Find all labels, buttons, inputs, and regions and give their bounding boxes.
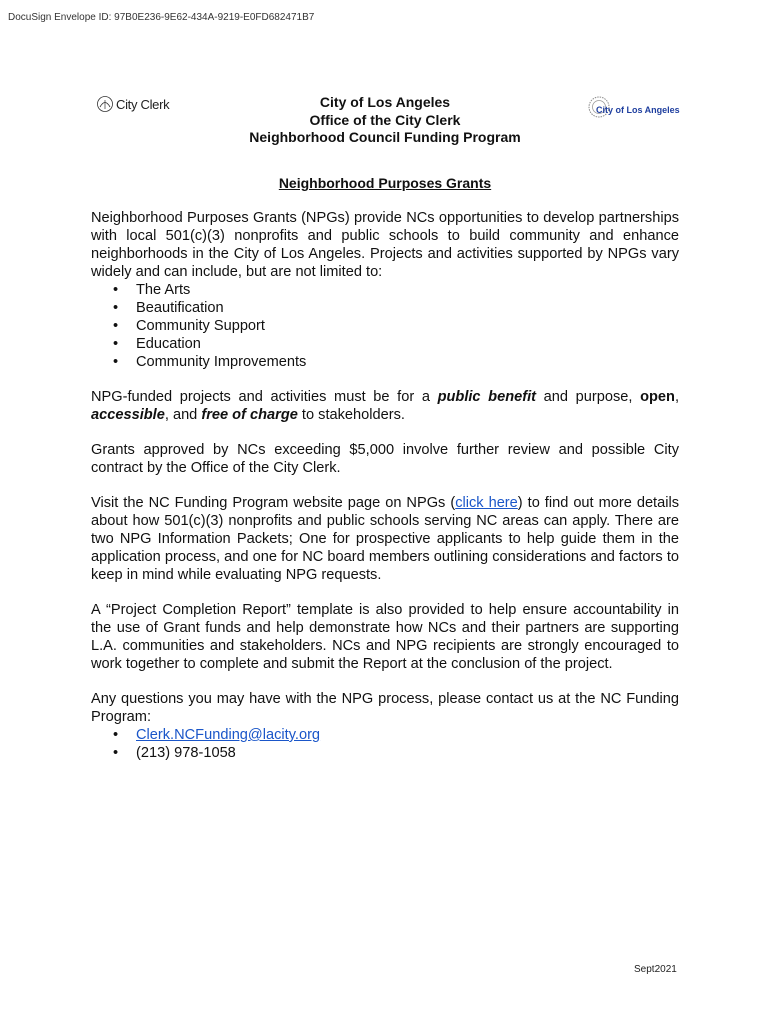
list-item: • Education xyxy=(91,335,679,353)
public-benefit-emphasis: public benefit xyxy=(437,389,537,405)
list-item: • Community Improvements xyxy=(91,353,679,371)
contact-phone-item: • (213) 978-1058 xyxy=(91,744,679,762)
docusign-envelope-id: DocuSign Envelope ID: 97B0E236-9E62-434A-9219-E0FD682471B7 xyxy=(8,12,315,23)
email-link[interactable]: Clerk.NCFunding@lacity.org xyxy=(136,727,321,743)
grants-review-paragraph: Grants approved by NCs exceeding $5,000 involve further review and possible City contract by the Office of the City Clerk. xyxy=(91,442,679,476)
header-office: Office of the City Clerk xyxy=(309,111,461,128)
contact-list xyxy=(91,726,679,762)
document-body xyxy=(91,209,679,762)
report-paragraph: A “Project Completion Report” template is also provided to help ensure accountability in the use of Grant funds and help demonstrate how NCs and their partners are supporting L.A. communities and stakeholders. NCs and NPG recipients are strongly encouraged to work together to complete and submit the Report at the conclusion of the project. xyxy=(91,602,679,672)
category-list xyxy=(91,281,679,371)
list-item: • Community Support xyxy=(91,317,679,335)
click-here-link[interactable]: click here xyxy=(455,495,518,511)
footer-date: Sept2021 xyxy=(634,964,677,975)
questions-paragraph: Any questions you may have with the NPG process, please contact us at the NC Funding Program: xyxy=(91,691,679,725)
contact-email-item xyxy=(91,726,679,744)
accessible-emphasis: accessible xyxy=(91,407,165,423)
list-item: • The Arts xyxy=(91,281,679,299)
intro-paragraph: Neighborhood Purposes Grants (NPGs) provide NCs opportunities to develop partnerships with local 501(c)(3) nonprofits and public schools to build community and enhance neighborhoods in the City of Los Angeles. Projects and activities supported by NPGs vary widely and can include, but are not limited to: xyxy=(91,210,679,280)
section-title: Neighborhood Purposes Grants xyxy=(278,175,492,191)
city-clerk-logo-text: City Clerk xyxy=(116,96,170,112)
open-emphasis: open xyxy=(640,389,675,405)
city-of-los-angeles-logo-text: City of Los Angeles xyxy=(596,105,680,115)
header-program: Neighborhood Council Funding Program xyxy=(249,129,521,145)
header-city: City of Los Angeles xyxy=(319,94,451,110)
list-item: • Beautification xyxy=(91,299,679,317)
free-of-charge-emphasis: free of charge xyxy=(201,407,298,423)
document-header xyxy=(0,94,770,147)
requirements-paragraph: NPG-funded projects and activities must be for a public benefit and purpose, open, accessible, and free of charge to stakeholders. xyxy=(91,389,679,423)
visit-paragraph: Visit the NC Funding Program website page on NPGs (click here) to find out more details about how 501(c)(3) nonprofits and public schools serving NC areas can apply. There are two NPG Information Packets; One for prospective applicants to help guide them in the application process, and one for NC board members outlining considerations and factors to keep in mind while evaluating NPG requests. xyxy=(91,495,680,583)
